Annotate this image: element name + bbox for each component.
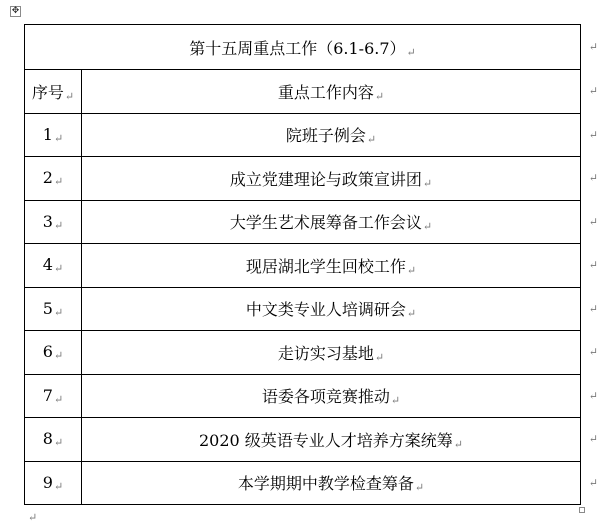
table-title-row	[25, 25, 581, 70]
row-index: 5	[42, 298, 53, 318]
row-end-mark-icon: ↵	[588, 389, 598, 403]
row-content: 院班子例会	[285, 126, 366, 146]
paragraph-mark-icon: ↵	[390, 394, 401, 408]
header-content-cell[interactable]	[82, 70, 598, 114]
row-content: 走访实习基地	[277, 343, 374, 363]
row-content: 本学期期中教学检查筹备	[237, 474, 414, 494]
row-end-mark-icon: ↵	[588, 432, 598, 446]
row-index-cell[interactable]	[25, 157, 82, 201]
row-index: 3	[42, 211, 53, 231]
table-row	[25, 374, 581, 418]
row-end-mark-icon: ↵	[588, 40, 598, 54]
row-index-cell[interactable]	[25, 113, 82, 157]
paragraph-mark-icon: ↵	[374, 89, 385, 103]
row-content-cell[interactable]	[82, 157, 598, 201]
row-index-cell[interactable]	[25, 287, 82, 331]
row-end-mark-icon: ↵	[588, 476, 598, 490]
paragraph-mark-icon: ↵	[422, 220, 433, 234]
table-title-cell[interactable]	[25, 25, 598, 70]
row-content-cell[interactable]	[82, 113, 598, 157]
table-row	[25, 200, 581, 244]
header-content: 重点工作内容	[277, 82, 374, 102]
paragraph-mark-icon: ↵	[406, 45, 416, 59]
row-end-mark-icon: ↵	[588, 215, 598, 229]
paragraph-mark-icon: ↵	[28, 511, 38, 524]
row-index-cell[interactable]	[25, 331, 82, 375]
row-end-mark-icon: ↵	[588, 345, 598, 359]
row-end-mark-icon: ↵	[588, 84, 598, 98]
paragraph-mark-icon: ↵	[53, 218, 64, 232]
row-content-cell[interactable]	[82, 461, 598, 505]
paragraph-mark-icon: ↵	[53, 305, 64, 319]
row-content: 语委各项竞赛推动	[261, 387, 390, 407]
row-index: 9	[42, 472, 53, 492]
table-row	[25, 287, 581, 331]
row-content-cell[interactable]	[82, 200, 598, 244]
row-index: 7	[42, 385, 53, 405]
paragraph-mark-icon: ↵	[53, 131, 64, 145]
row-end-mark-icon: ↵	[588, 171, 598, 185]
row-content-cell[interactable]	[82, 331, 598, 375]
row-index-cell[interactable]	[25, 418, 82, 462]
table-title: 第十五周重点工作（6.1-6.7）	[189, 38, 406, 58]
row-end-mark-icon: ↵	[588, 258, 598, 272]
row-content-cell[interactable]	[82, 374, 598, 418]
row-index-cell[interactable]	[25, 461, 82, 505]
row-content-cell[interactable]	[82, 287, 598, 331]
paragraph-mark-icon: ↵	[366, 133, 377, 147]
paragraph-mark-icon: ↵	[453, 437, 464, 451]
paragraph-mark-icon: ↵	[53, 349, 64, 363]
paragraph-mark-icon: ↵	[406, 263, 417, 277]
paragraph-mark-icon: ↵	[53, 479, 64, 493]
paragraph-mark-icon: ↵	[53, 175, 64, 189]
table-row	[25, 331, 581, 375]
row-content: 现居湖北学生回校工作	[245, 256, 406, 276]
row-content: 大学生艺术展筹备工作会议	[229, 213, 422, 233]
paragraph-mark-icon: ↵	[53, 262, 64, 276]
row-index: 2	[42, 168, 53, 188]
table-move-handle-icon[interactable]: ✥	[11, 6, 20, 16]
row-content: 2020 级英语专业人才培养方案统筹	[198, 430, 453, 450]
row-end-mark-icon: ↵	[588, 128, 598, 142]
row-end-mark-icon: ↵	[588, 302, 598, 316]
row-index: 1	[42, 124, 53, 144]
table-row	[25, 157, 581, 201]
table-row	[25, 113, 581, 157]
row-content-cell[interactable]	[82, 244, 598, 288]
paragraph-mark-icon: ↵	[64, 89, 75, 103]
table-header-row	[25, 70, 581, 114]
row-content: 中文类专业人培调研会	[245, 300, 406, 320]
weekly-work-table	[24, 24, 598, 505]
paragraph-mark-icon: ↵	[406, 307, 417, 321]
paragraph-mark-icon: ↵	[53, 392, 64, 406]
table-row	[25, 244, 581, 288]
table-resize-handle-icon[interactable]	[579, 507, 585, 513]
row-index: 8	[42, 429, 53, 449]
paragraph-mark-icon: ↵	[374, 350, 385, 364]
table-row	[25, 461, 581, 505]
row-content-cell[interactable]	[82, 418, 598, 462]
row-index-cell[interactable]	[25, 200, 82, 244]
paragraph-mark-icon: ↵	[53, 436, 64, 450]
row-content: 成立党建理论与政策宣讲团	[229, 169, 422, 189]
header-index-cell[interactable]	[25, 70, 82, 114]
row-index-cell[interactable]	[25, 244, 82, 288]
header-index: 序号	[31, 82, 64, 102]
row-index: 6	[42, 342, 53, 362]
row-index: 4	[42, 255, 53, 275]
table-row	[25, 418, 581, 462]
paragraph-mark-icon: ↵	[414, 481, 425, 495]
paragraph-mark-icon: ↵	[422, 176, 433, 190]
row-index-cell[interactable]	[25, 374, 82, 418]
